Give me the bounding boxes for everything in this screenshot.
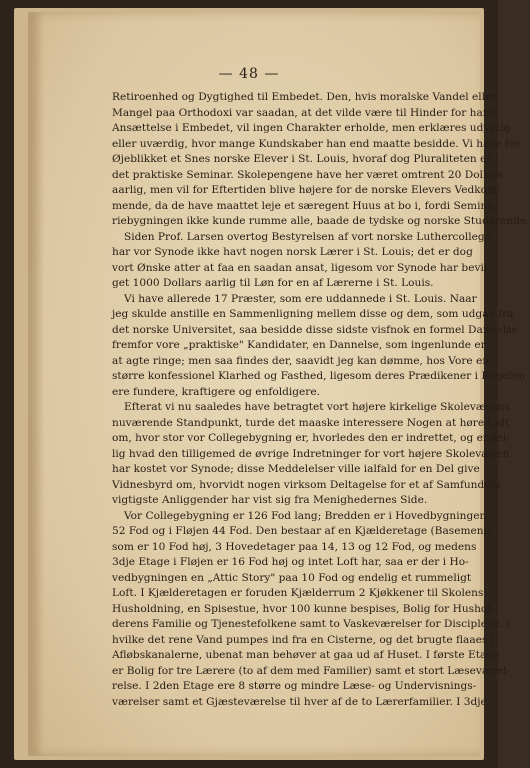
text-line: er Bolig for tre Lærere (to af dem med Familier) samt et stort Læseværel- — [112, 664, 511, 677]
text-line: vedbygningen en „Attic Story" paa 10 Fod og endelig et rummeligt — [112, 571, 472, 584]
page-number: — 48 — — [218, 66, 280, 82]
text-line: ere fundere, kraftigere og enfoldigere. — [112, 385, 321, 398]
text-line: 52 Fod og i Fløjen 44 Fod. Den bestaar af en Kjælderetage (Basement), — [112, 525, 496, 537]
text-line: Mangel paa Orthodoxi var saadan, at det vilde være til Hinder for hans — [112, 106, 496, 119]
text-line: Retiroenhed og Dygtighed til Embedet. Den, hvis moralske Vandel eller — [112, 91, 497, 103]
text-line: hvilke det rene Vand pumpes ind fra en Cisterne, og det brugte flaaes i — [112, 633, 495, 646]
text-line: jeg skulde anstille en Sammenligning mellem disse og dem, som udgaa fra — [112, 308, 514, 320]
text-line: Efterat vi nu saaledes have betragtet vort højere kirkelige Skolevæsens — [124, 401, 510, 413]
body-text — [112, 90, 530, 710]
text-line: get 1000 Dollars aarlig til Løn for en af Lærerne i St. Louis. — [112, 277, 434, 289]
text-line: riebygningen ikke kunde rumme alle, baade de tydske og norske Studerende. — [112, 215, 530, 227]
text-line: det praktiske Seminar. Skolepengene have her været omtrent 20 Dollars — [112, 168, 504, 181]
text-line: værelser samt et Gjæsteværelse til hver af de to Lærerfamilier. I 3dje — [112, 695, 487, 708]
text-line: relse. I 2den Etage ere 8 større og mindre Læse- og Undervisnings- — [112, 680, 477, 692]
text-line: har kostet vor Synode; disse Meddelelser ville ialfald for en Del give — [112, 463, 480, 475]
page-gutter-shadow — [28, 12, 44, 756]
text-line: Loft. I Kjælderetagen er foruden Kjælderrum 2 Kjøkkener til Skolens — [112, 587, 484, 599]
text-line: Ansættelse i Embedet, vil ingen Charakter erholde, men erklæres udygtig — [112, 122, 511, 134]
text-line: Afløbskanalerne, ubenat man behøver at gaa ud af Huset. I første Etage — [112, 649, 500, 661]
text-line: Siden Prof. Larsen overtog Bestyrelsen af vort norske Luthercollege, — [124, 230, 495, 243]
text-line: mende, da de have maattet leje et særegent Huus at bo i, fordi Semina- — [112, 199, 498, 212]
text-line: aarlig, men vil for Eftertiden blive højere for de norske Elevers Vedkom- — [112, 184, 501, 196]
text-line: at agte ringe; men saa findes der, saavidt jeg kan dømme, hos Vore en — [112, 354, 490, 367]
text-line: fremfor vore „praktiske" Kandidater, en Dannelse, som ingenlunde er — [112, 339, 486, 351]
text-line: om, hvor stor vor Collegebygning er, hvorledes den er indrettet, og endel- — [112, 432, 510, 444]
text-line: lig hvad den tilligemed de øvrige Indretninger for vort højere Skolevæsen — [112, 447, 510, 460]
text-line: har vor Synode ikke havt nogen norsk Lærer i St. Louis; det er dog — [112, 246, 473, 258]
text-line: vigtigste Anliggender har vist sig fra Menighedernes Side. — [112, 494, 428, 506]
text-line: derens Familie og Tjenestefolkene samt to Vaskeværelser for Disciplene, i — [112, 618, 511, 630]
text-line: Vor Collegebygning er 126 Fod lang; Bredden er i Hovedbygningen — [124, 509, 487, 522]
text-line: Husholdning, en Spisestue, hvor 100 kunne bespises, Bolig for Hushol- — [112, 602, 495, 615]
text-line: Øjeblikket et Snes norske Elever i St. Louis, hvoraf dog Pluraliteten er i — [112, 153, 499, 165]
text-line: eller uværdig, hvor mange Kundskaber han end maatte besidde. Vi have for — [112, 137, 521, 150]
text-line: det norske Universitet, saa besidde disse sidste visfnok en formel Dannelse — [112, 323, 518, 336]
text-line: vort Ønske atter at faa en saadan ansat, ligesom vor Synode har bevil- — [112, 261, 491, 274]
text-line: nuværende Standpunkt, turde det maaske interessere Nogen at høre Lidt — [112, 416, 509, 429]
text-line: 3dje Etage i Fløjen er 16 Fod høj og intet Loft har, saa er der i Ho- — [112, 556, 469, 568]
text-line: Vidnesbyrd om, hvorvidt nogen virksom Deltagelse for et af Samfundets — [112, 478, 501, 491]
text-line: større konfessionel Klarhed og Fasthed, ligesom deres Prædikener i Regelen — [112, 370, 526, 382]
text-line: som er 10 Fod høj, 3 Hovedetager paa 14, 13 og 12 Fod, og medens — [112, 540, 477, 553]
text-line: Vi have allerede 17 Præster, som ere uddannede i St. Louis. Naar — [124, 292, 477, 305]
